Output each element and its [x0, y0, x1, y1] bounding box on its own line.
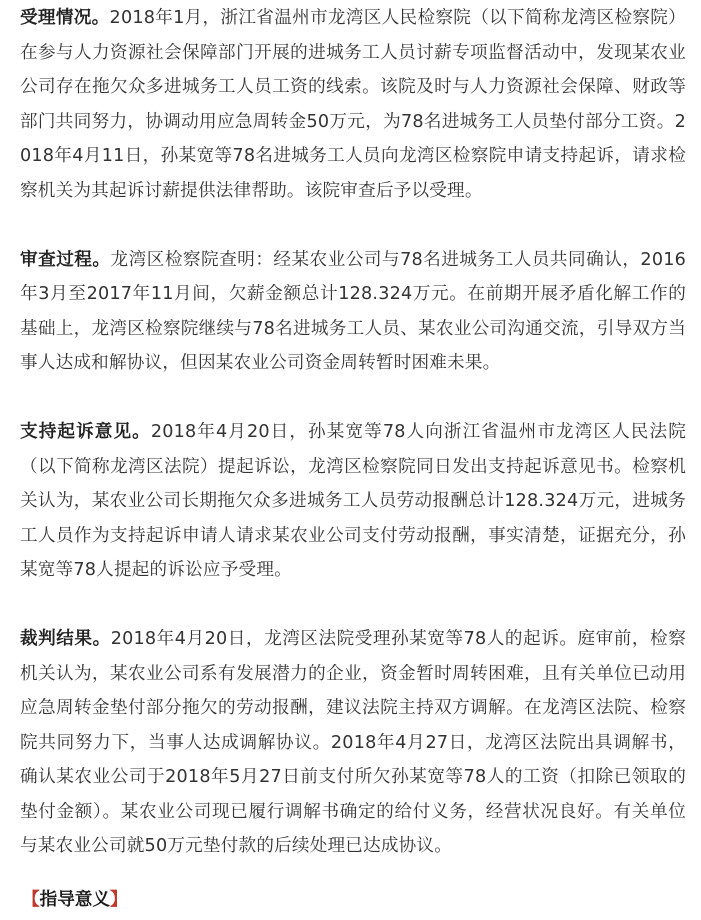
paragraph-review	[20, 243, 686, 381]
section-title-guidance	[22, 885, 128, 915]
paragraph-text-acceptance: 2018年1月，浙江省温州市龙湾区人民检察院（以下简称龙湾区检察院）在参与人力资源社会保障部门开展的进城务工人员讨薪专项监督活动中，发现某农业公司存在拖欠众多进城务工人员工资的线索。该院及时与人力资源社会保障、财政等部门共同努力，协调动用应急周转金50万元，为78名进城务工人员垫付部分工资。2018年4月11日，孙某宽等78名进城务工人员向龙湾区检察院申请支持起诉，请求检察机关为其起诉讨薪提供法律帮助。该院审查后予以受理。	[20, 8, 686, 201]
paragraph-heading-judgment: 裁判结果。	[20, 628, 111, 649]
paragraph-heading-support-opinion: 支持起诉意见。	[20, 421, 151, 442]
paragraph-support-opinion	[20, 415, 686, 588]
paragraph-heading-review: 审查过程。	[20, 249, 111, 270]
paragraph-acceptance	[20, 1, 686, 209]
article-body	[20, 0, 686, 864]
paragraph-text-judgment: 2018年4月20日，龙湾区法院受理孙某宽等78人的起诉。庭审前，检察机关认为，某农业公司系有发展潜力的企业，资金暂时周转困难，且有关单位已动用应急周转金垫付部分拖欠的劳动报酬，建议法院主持双方调解。在龙湾区法院、检察院共同努力下，当事人达成调解协议。2018年4月27日，龙湾区法院出具调解书，确认某农业公司于2018年5月27日前支付所欠孙某宽等78人的工资（扣除已领取的垫付金额）。某农业公司现已履行调解书确定的给付义务，经营状况良好。有关单位与某农业公司就50万元垫付款的后续处理已达成协议。	[20, 628, 686, 857]
paragraph-heading-acceptance: 受理情况。	[20, 8, 110, 28]
section-close-bracket: 】	[110, 890, 128, 910]
paragraph-text-review: 龙湾区检察院查明：经某农业公司与78名进城务工人员共同确认，2016年3月至2017年11月间，欠薪金额总计128.324万元。在前期开展矛盾化解工作的基础上，龙湾区检察院继续与78名进城务工人员、某农业公司沟通交流，引导双方当事人达成和解协议，但因某农业公司资金周转暂时困难未果。	[20, 249, 686, 374]
paragraph-judgment	[20, 622, 686, 864]
section-open-bracket: 【	[22, 890, 40, 910]
section-title-text: 指导意义	[39, 890, 110, 910]
paragraph-text-support-opinion: 2018年4月20日，孙某宽等78人向浙江省温州市龙湾区人民法院（以下简称龙湾区法院）提起诉讼，龙湾区检察院同日发出支持起诉意见书。检察机关认为，某农业公司长期拖欠众多进城务工人员劳动报酬总计128.324万元，进城务工人员作为支持起诉申请人请求某农业公司支付劳动报酬，事实清楚，证据充分，孙某宽等78人提起的诉讼应予受理。	[20, 421, 686, 581]
